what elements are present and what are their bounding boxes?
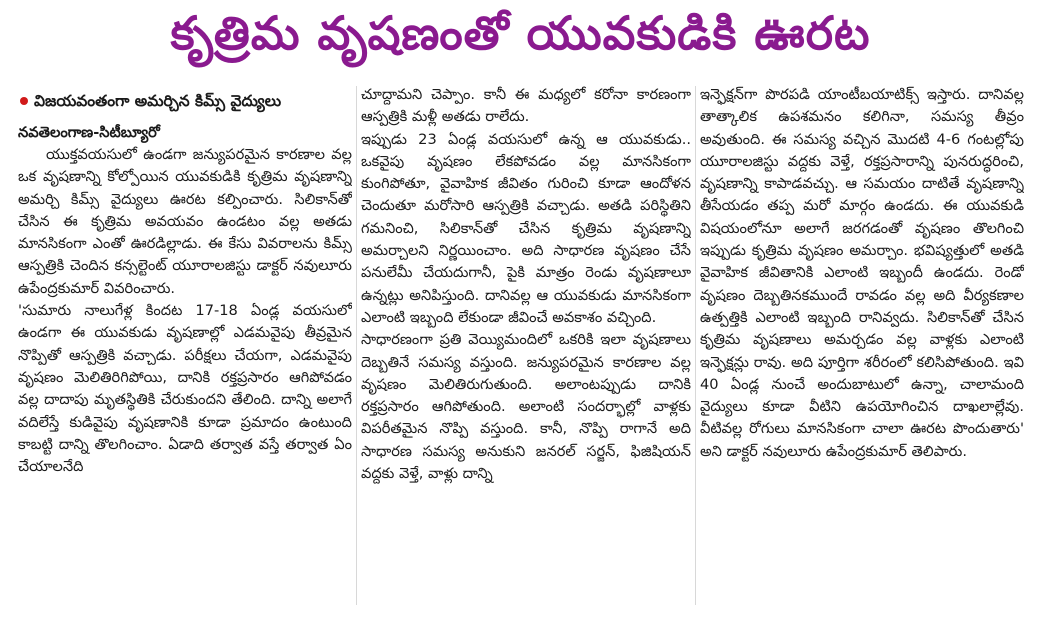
bullet-icon — [20, 97, 28, 105]
paragraph: సాధారణంగా ప్రతి వెయ్యిమందిలో ఒకరికి ఇలా వృషణాలు దెబ్బతినే సమస్య వస్తుంది. జన్యుపరమైన కారణాల వల్ల వృషణం మెలితిరుగుతుంది. అలాంటప్పుడు దానికి రక్తప్రసారం ఆగిపోతుంది. అలాంటి సందర్భాల్లో వాళ్లకు విపరీతమైన నొప్పి వస్తుంది. కానీ, నొప్పి రాగానే అది సాధారణ సమస్య అనుకుని జనరల్‌ సర్జన్‌, ఫిజిషియన్‌ వద్దకు వెళ్తే, వాళ్లు దాన్ని — [361, 331, 691, 483]
column-divider — [695, 86, 696, 605]
dateline: నవతెలంగాణ-సిటీబ్యూరో — [18, 124, 160, 141]
article-column-3 — [700, 84, 1024, 607]
paragraph: ఇప్పుడు 23 ఏండ్ల వయసులో ఉన్న ఆ యువకుడు.. ఒకవైపు వృషణం లేకపోవడం వల్ల మానసికంగా కుంగిపోతూ, వైవాహిక జీవితం గురించి కూడా ఆందోళన చెందుతూ మరోసారి ఆస్పత్రికి వచ్చాడు. అతడి పరిస్థితిని గమనించి, సిలికాన్‌తో చేసిన కృత్రిమ వృషణాన్ని అమర్చాలని నిర్ణయించాం. అది సాధారణ వృషణం చేసే పనులేమీ చేయదుగానీ, పైకి మాత్రం రెండు వృషణాలూ ఉన్నట్లు అనిపిస్తుంది. దానివల్ల ఆ యువకుడు మానసికంగా ఎలాంటి ఇబ్బంది లేకుండా జీవించే అవకాశం వచ్చింది. — [361, 130, 691, 326]
headline: కృత్రిమ వృషణంతో యువకుడికి ఊరట — [170, 6, 871, 60]
paragraph: యుక్తవయసులో ఉండగా జన్యుపరమైన కారణాల వల్ల ఒక వృషణాన్ని కోల్పోయిన యువకుడికి కృత్రిమ వృషణాన్ని అమర్చి కిమ్స్‌ వైద్యులు ఊరట కల్పించారు. సిలికాన్‌తో చేసిన ఈ కృత్రిమ అవయవం ఉండటం వల్ల అతడు మానసికంగా ఎంతో ఊరడిల్లాడు. ఈ కేసు వివరాలను కిమ్స్‌ ఆస్పత్రికి చెందిన కన్సల్టెంట్‌ యూరాలజిస్టు డాక్టర్‌ నవులూరు ఉపేంద్రకుమార్‌ వివరించారు. — [18, 146, 352, 297]
kicker-text: విజయవంతంగా అమర్చిన కిమ్స్‌ వైద్యులు — [34, 92, 282, 110]
article-column-2 — [361, 84, 691, 607]
paragraph: ఇన్ఫెక్షన్‌గా పొరపడి యాంటీబయాటిక్స్‌ ఇస్తారు. దానివల్ల తాత్కాలిక ఉపశమనం కలిగినా, సమస్య తీవ్రం అవుతుంది. ఈ సమస్య వచ్చిన మొదటి 4-6 గంటల్లోపు యూరాలజిస్టు వద్దకు వెళ్తే, రక్తప్రసారాన్ని పునరుద్ధరించి, వృషణాన్ని కాపాడవచ్చు. ఆ సమయం దాటితే వృషణాన్ని తీసేయడం తప్ప మరో మార్గం ఉండదు. ఈ యువకుడి విషయంలోనూ అలాగే జరగడంతో వృషణం తొలగించి ఇప్పుడు కృత్రిమ వృషణం అమర్చాం. భవిష్యత్తులో అతడి వైవాహిక జీవితానికి ఎలాంటి ఇబ్బందీ ఉండదు. రెండో వృషణం దెబ్బతినకముందే రావడం వల్ల అది వీర్యకణాల ఉత్పత్తికి ఎలాంటి ఇబ్బంది రానివ్వదు. సిలికాన్‌తో చేసిన కృత్రిమ వృషణాలు అమర్చడం వల్ల వాళ్లకు ఎలాంటి ఇన్ఫెక్షన్లు రావు. అది పూర్తిగా శరీరంలో కలిసిపోతుంది. ఇవి 40 ఏండ్ల నుంచే అందుబాటులో ఉన్నా, చాలామంది వైద్యులు కూడా వీటిని ఉపయోగించిన దాఖలాల్లేవు. వీటివల్ల రోగులు మానసికంగా చాలా ఊరట పొందుతారు' అని డాక్టర్‌ నవులూరు ఉపేంద్రకుమార్‌ తెలిపారు. — [700, 86, 1024, 460]
paragraph: చూద్దామని చెప్పాం. కానీ ఈ మధ్యలో కరోనా కారణంగా ఆస్పత్రికి మళ్లీ అతడు రాలేదు. — [361, 86, 691, 126]
paragraph: 'సుమారు నాలుగేళ్ల కిందట 17-18 ఏండ్ల వయసులో ఉండగా ఈ యువకుడు వృషణాల్లో ఎడమవైపు తీవ్రమైన నొప్పితో ఆస్పత్రికి వచ్చాడు. పరీక్షలు చేయగా, ఎడమవైపు వృషణం మెలితిరిగిపోయి, దానికి రక్తప్రసారం ఆగిపోవడం వల్ల దాదాపు మృతస్థితికి చేరుకుందని తేలింది. దాన్ని అలాగే వదిలేస్తే కుడివైపు వృషణానికి కూడా ప్రమాదం ఉంటుంది కాబట్టి దాన్ని తొలగించాం. ఏడాది తర్వాత వస్తే తర్వాత ఏం చేయాలనేది — [18, 302, 352, 476]
article-column-1 — [18, 90, 352, 607]
kicker — [18, 90, 352, 112]
column-divider — [356, 86, 357, 605]
